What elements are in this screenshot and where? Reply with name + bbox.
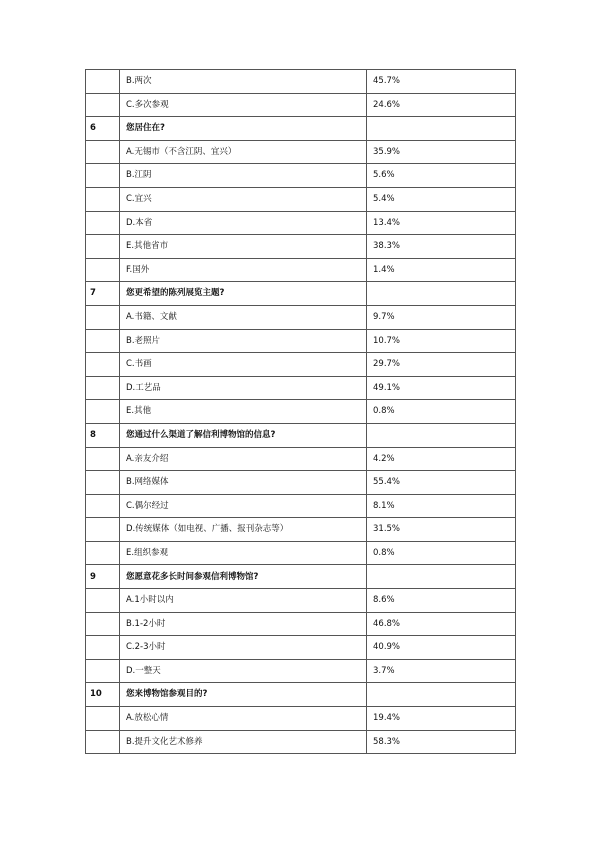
percentage-cell: [367, 282, 516, 306]
question-number-cell: [86, 659, 120, 683]
percentage-cell: 55.4%: [367, 471, 516, 495]
percentage-cell: 49.1%: [367, 376, 516, 400]
option-row: [86, 636, 516, 660]
survey-results-table: [85, 69, 516, 754]
question-number-cell: [86, 93, 120, 117]
option-text-cell: A.无锡市（不含江阴、宜兴）: [120, 140, 367, 164]
option-row: [86, 447, 516, 471]
option-row: [86, 305, 516, 329]
percentage-cell: 38.3%: [367, 235, 516, 259]
option-text-cell: A.书籍、文献: [120, 305, 367, 329]
percentage-cell: 0.8%: [367, 541, 516, 565]
question-text-cell: 您居住在?: [120, 117, 367, 141]
option-row: [86, 400, 516, 424]
question-number-cell: [86, 305, 120, 329]
percentage-cell: 3.7%: [367, 659, 516, 683]
percentage-cell: 8.6%: [367, 589, 516, 613]
option-text-cell: E.其他省市: [120, 235, 367, 259]
option-text-cell: B.网络媒体: [120, 471, 367, 495]
option-row: [86, 93, 516, 117]
question-number-cell: [86, 471, 120, 495]
option-text-cell: E.其他: [120, 400, 367, 424]
option-text-cell: C.宜兴: [120, 187, 367, 211]
option-row: [86, 187, 516, 211]
percentage-cell: 31.5%: [367, 518, 516, 542]
option-text-cell: D.一整天: [120, 659, 367, 683]
option-row: [86, 471, 516, 495]
percentage-cell: 35.9%: [367, 140, 516, 164]
percentage-cell: 5.6%: [367, 164, 516, 188]
option-text-cell: B.提升文化艺术修养: [120, 730, 367, 754]
option-text-cell: B.江阴: [120, 164, 367, 188]
option-row: [86, 140, 516, 164]
question-number-cell: [86, 400, 120, 424]
option-text-cell: A.放松心情: [120, 707, 367, 731]
percentage-cell: 19.4%: [367, 707, 516, 731]
option-text-cell: A.亲友介绍: [120, 447, 367, 471]
option-row: [86, 730, 516, 754]
question-number-cell: [86, 258, 120, 282]
question-number-cell: [86, 541, 120, 565]
question-number-cell: [86, 211, 120, 235]
option-text-cell: C.书画: [120, 353, 367, 377]
percentage-cell: 10.7%: [367, 329, 516, 353]
question-row: [86, 117, 516, 141]
percentage-cell: 9.7%: [367, 305, 516, 329]
option-row: [86, 659, 516, 683]
percentage-cell: 45.7%: [367, 70, 516, 94]
question-number-cell: 10: [86, 683, 120, 707]
question-text-cell: 您更希望的陈列展览主题?: [120, 282, 367, 306]
option-text-cell: C.2-3小时: [120, 636, 367, 660]
option-row: [86, 258, 516, 282]
percentage-cell: 46.8%: [367, 612, 516, 636]
question-number-cell: [86, 329, 120, 353]
option-text-cell: F.国外: [120, 258, 367, 282]
option-text-cell: C.多次参观: [120, 93, 367, 117]
question-number-cell: [86, 376, 120, 400]
question-number-cell: 9: [86, 565, 120, 589]
question-number-cell: [86, 164, 120, 188]
question-number-cell: [86, 518, 120, 542]
option-text-cell: D.传统媒体（如电视、广播、报刊杂志等）: [120, 518, 367, 542]
option-text-cell: E.组织参观: [120, 541, 367, 565]
percentage-cell: [367, 683, 516, 707]
option-row: [86, 353, 516, 377]
question-text-cell: 您通过什么渠道了解信利博物馆的信息?: [120, 423, 367, 447]
question-row: [86, 683, 516, 707]
option-text-cell: B.1-2小时: [120, 612, 367, 636]
question-number-cell: [86, 707, 120, 731]
option-row: [86, 211, 516, 235]
option-row: [86, 235, 516, 259]
question-number-cell: [86, 187, 120, 211]
percentage-cell: 4.2%: [367, 447, 516, 471]
option-text-cell: A.1小时以内: [120, 589, 367, 613]
percentage-cell: [367, 423, 516, 447]
option-row: [86, 589, 516, 613]
question-number-cell: 8: [86, 423, 120, 447]
question-number-cell: [86, 494, 120, 518]
option-text-cell: C.偶尔经过: [120, 494, 367, 518]
survey-table-body: [86, 70, 516, 754]
question-number-cell: [86, 612, 120, 636]
question-number-cell: [86, 140, 120, 164]
question-number-cell: [86, 730, 120, 754]
percentage-cell: [367, 117, 516, 141]
percentage-cell: 8.1%: [367, 494, 516, 518]
percentage-cell: 1.4%: [367, 258, 516, 282]
question-number-cell: [86, 235, 120, 259]
question-text-cell: 您来博物馆参观目的?: [120, 683, 367, 707]
option-text-cell: D.本省: [120, 211, 367, 235]
question-number-cell: [86, 636, 120, 660]
option-text-cell: D.工艺品: [120, 376, 367, 400]
percentage-cell: 5.4%: [367, 187, 516, 211]
question-number-cell: 7: [86, 282, 120, 306]
question-number-cell: [86, 447, 120, 471]
question-text-cell: 您愿意花多长时间参观信利博物馆?: [120, 565, 367, 589]
percentage-cell: 29.7%: [367, 353, 516, 377]
option-row: [86, 494, 516, 518]
option-row: [86, 707, 516, 731]
option-row: [86, 164, 516, 188]
option-row: [86, 329, 516, 353]
percentage-cell: 24.6%: [367, 93, 516, 117]
question-number-cell: 6: [86, 117, 120, 141]
option-row: [86, 70, 516, 94]
percentage-cell: [367, 565, 516, 589]
question-row: [86, 423, 516, 447]
percentage-cell: 0.8%: [367, 400, 516, 424]
option-text-cell: B.两次: [120, 70, 367, 94]
question-number-cell: [86, 353, 120, 377]
option-row: [86, 541, 516, 565]
option-row: [86, 518, 516, 542]
question-number-cell: [86, 589, 120, 613]
percentage-cell: 40.9%: [367, 636, 516, 660]
percentage-cell: 13.4%: [367, 211, 516, 235]
option-row: [86, 376, 516, 400]
question-row: [86, 565, 516, 589]
percentage-cell: 58.3%: [367, 730, 516, 754]
question-row: [86, 282, 516, 306]
question-number-cell: [86, 70, 120, 94]
option-row: [86, 612, 516, 636]
option-text-cell: B.老照片: [120, 329, 367, 353]
